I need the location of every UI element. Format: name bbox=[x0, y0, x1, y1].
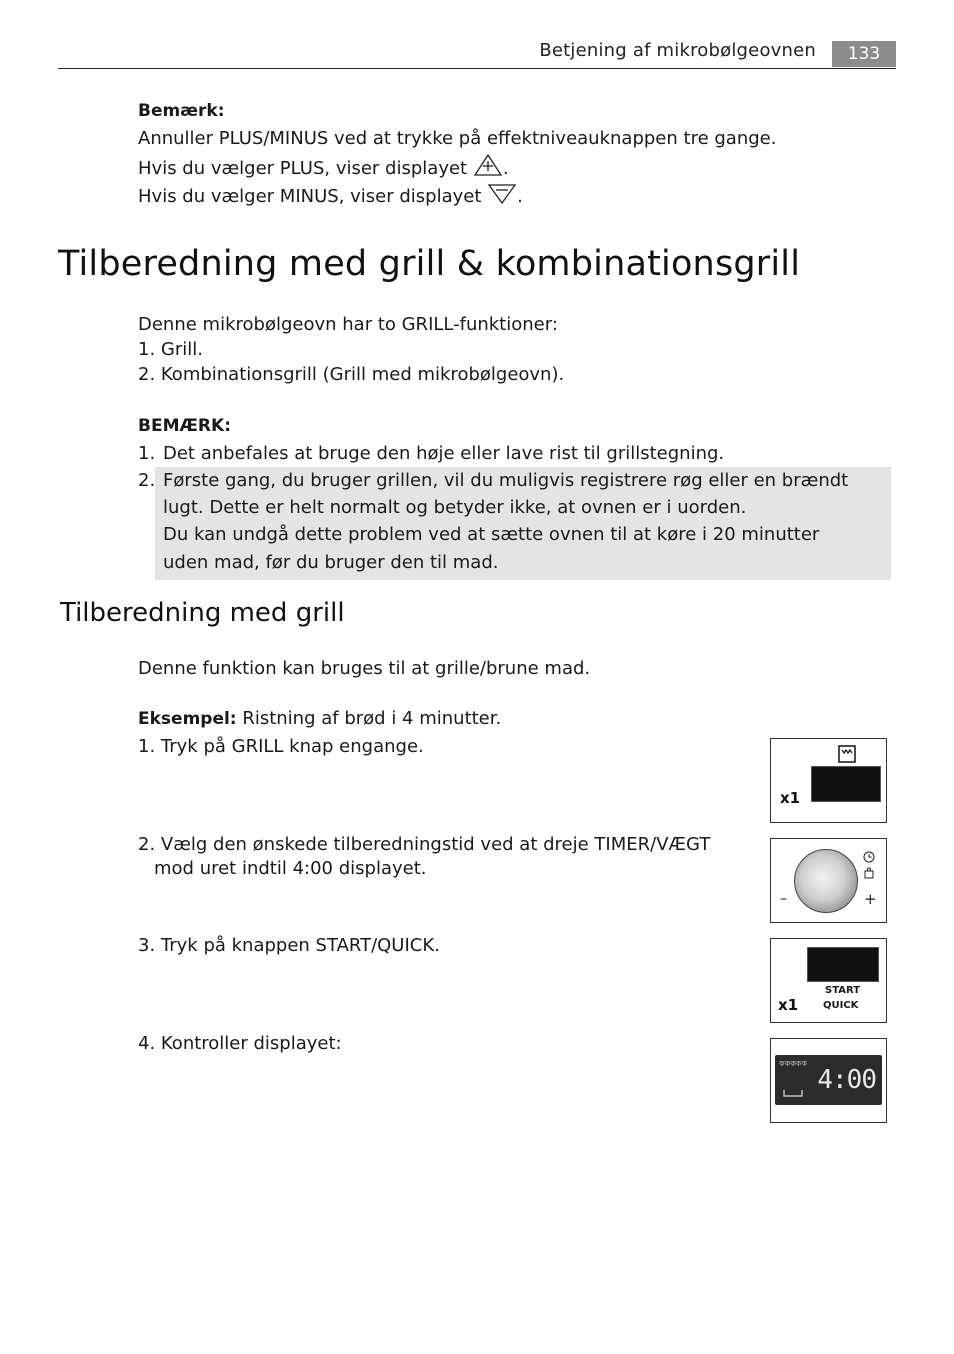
note2-item-2-line-2: lugt. Dette er helt normalt og betyder ikke, at ovnen er i uorden. bbox=[163, 497, 747, 518]
section-item-grill: 1. Grill. bbox=[138, 339, 203, 360]
note-label: Bemærk: bbox=[138, 101, 225, 121]
note-line-minus bbox=[138, 181, 523, 213]
grill-display-icon bbox=[783, 1083, 803, 1102]
note2-number-2: 2. bbox=[138, 470, 156, 491]
grill-button-display bbox=[811, 766, 881, 802]
note2-number-1: 1. bbox=[138, 443, 156, 464]
step-1: 1. Tryk på GRILL knap engange. bbox=[138, 736, 424, 757]
note2-item-1: Det anbefales at bruge den høje eller lave rist til grillstegning. bbox=[163, 443, 725, 464]
example-line bbox=[138, 705, 501, 733]
step-3: 3. Tryk på knappen START/QUICK. bbox=[138, 935, 440, 956]
page-number: 133 bbox=[832, 41, 896, 67]
note-minus-text: Hvis du vælger MINUS, viser displayet bbox=[138, 186, 482, 207]
knob-minus-label: – bbox=[780, 891, 787, 907]
quick-label: QUICK bbox=[823, 1000, 859, 1011]
step-2-line-1: 2. Vælg den ønskede tilberedningstid ved at dreje TIMER/VÆGT bbox=[138, 834, 711, 855]
note-plus-period: . bbox=[502, 158, 509, 179]
start-press-count: x1 bbox=[778, 996, 799, 1014]
lcd-screen bbox=[775, 1055, 882, 1105]
note2-item-2-line-3: Du kan undgå dette problem ved at sætte ovnen til at køre i 20 minutter bbox=[163, 524, 820, 545]
step-2-line-2: mod uret indtil 4:00 displayet. bbox=[154, 858, 427, 879]
section-intro: Denne mikrobølgeovn har to GRILL-funktioner: bbox=[138, 314, 558, 335]
note2-item-2-line-1: Første gang, du bruger grillen, vil du muligvis registrere røg eller en brændt bbox=[163, 470, 849, 491]
running-header-title: Betjening af mikrobølgeovnen bbox=[539, 40, 816, 61]
note-line-cancel: Annuller PLUS/MINUS ved at trykke på effektniveauknappen tre gange. bbox=[138, 128, 777, 149]
start-label: START bbox=[825, 985, 861, 996]
example-text: Ristning af brød i 4 minutter. bbox=[236, 708, 502, 729]
note2-label: BEMÆRK: bbox=[138, 416, 231, 436]
note2-item-2-line-4: uden mad, før du bruger den til mad. bbox=[163, 552, 499, 573]
timer-knob-illustration bbox=[770, 838, 887, 923]
start-button-display bbox=[807, 947, 879, 982]
example-label: Eksempel: bbox=[138, 709, 237, 729]
start-button-illustration bbox=[770, 938, 887, 1023]
lcd-time: 4:00 bbox=[817, 1065, 876, 1095]
weight-icon bbox=[863, 864, 875, 883]
step-4: 4. Kontroller displayet: bbox=[138, 1033, 342, 1054]
lcd-display-illustration bbox=[770, 1038, 887, 1123]
note-minus-period: . bbox=[517, 186, 523, 207]
timer-weight-knob bbox=[794, 849, 858, 913]
subsection-intro: Denne funktion kan bruges til at grille/brune mad. bbox=[138, 658, 591, 679]
grill-press-count: x1 bbox=[780, 789, 801, 807]
section-item-combi: 2. Kombinationsgrill (Grill med mikrobølgeovn). bbox=[138, 364, 565, 385]
minus-triangle-icon bbox=[487, 181, 517, 213]
subsection-title: Tilberedning med grill bbox=[60, 598, 345, 628]
note-plus-text: Hvis du vælger PLUS, viser displayet bbox=[138, 158, 468, 179]
knob-plus-label: + bbox=[864, 890, 877, 908]
section-title: Tilberedning med grill & kombinationsgrill bbox=[58, 244, 801, 284]
power-level-indicator: ককককক bbox=[779, 1059, 807, 1068]
header-rule bbox=[58, 68, 896, 69]
grill-button-illustration bbox=[770, 738, 887, 823]
grill-icon bbox=[838, 745, 856, 767]
